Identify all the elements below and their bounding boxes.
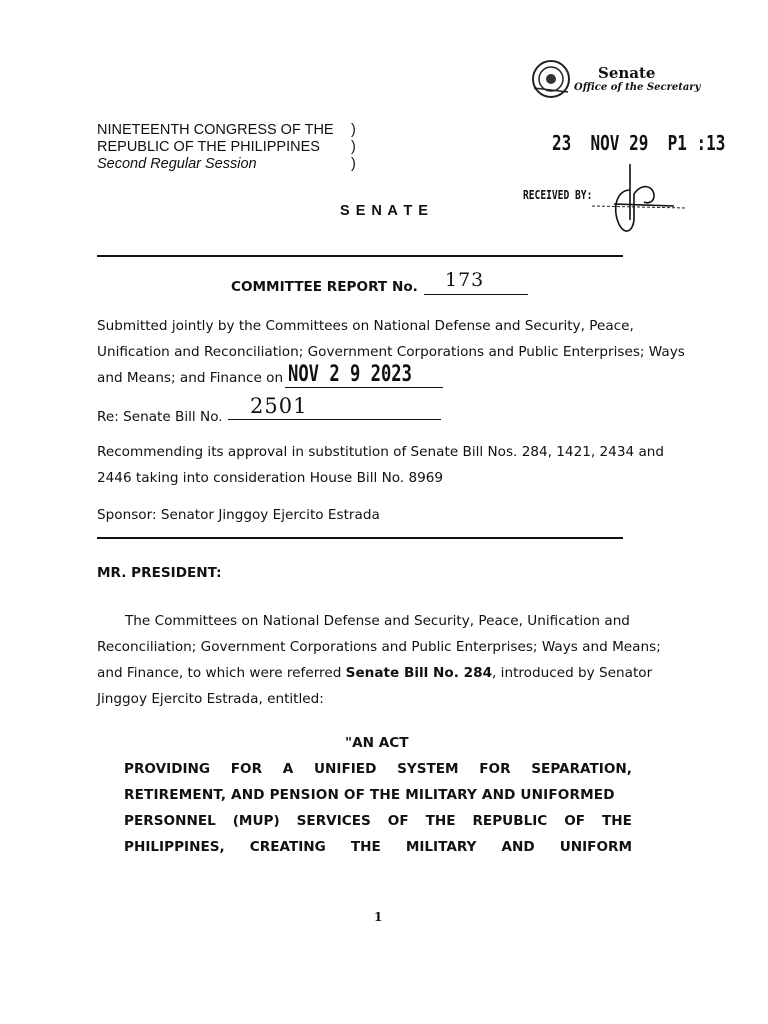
act-word: MILITARY [405,839,477,855]
congress-line-1: NINETEENTH CONGRESS OF THE [97,122,334,138]
act-title-line-3 [124,808,632,834]
act-word: AND [501,839,535,855]
act-word: OF [387,813,409,829]
committee-report-label: COMMITTEE REPORT No. [231,279,418,295]
act-word: OF [564,813,586,829]
para-line-4: Jinggoy Ejercito Estrada, entitled: [97,691,324,707]
divider-top [97,255,623,257]
act-word: PHILIPPINES, [124,839,225,855]
act-word: PERSONNEL [124,813,216,829]
act-word: THE [602,813,632,829]
act-word: UNIFORM [559,839,632,855]
para-line-3 [97,660,652,686]
act-word: (MUP) [232,813,280,829]
report-number: 173 [445,269,485,291]
congress-line-2: REPUBLIC OF THE PHILIPPINES [97,139,320,155]
para-line-2: Reconciliation; Government Corporations and Public Enterprises; Ways and Means; [97,639,661,655]
act-word: FOR [230,761,263,777]
paren-2: ) [351,139,356,155]
paren-3: ) [351,156,356,172]
recommending-line-2: 2446 taking into consideration House Bill No. 8969 [97,470,444,486]
act-title-line-2: RETIREMENT, AND PENSION OF THE MILITARY AND UNIFORMED [124,787,615,803]
chamber-heading: S E N A T E [340,203,429,219]
paren-1: ) [351,122,356,138]
act-title-line-4 [124,834,632,860]
submitted-date: NOV 2 9 2023 [288,362,412,387]
act-word: REPUBLIC [472,813,548,829]
act-word: SEPARATION, [531,761,632,777]
bill-number: 2501 [250,394,308,418]
salutation: MR. PRESIDENT: [97,565,222,581]
submitted-line-2: Unification and Reconciliation; Government Corporations and Public Enterprises; Ways [97,344,685,360]
para-line-3-b: , introduced by Senator [492,665,653,681]
act-word: THE [425,813,456,829]
page-number: 1 [374,910,383,924]
act-title-line-1 [124,756,632,782]
submitted-line-1: Submitted jointly by the Committees on National Defense and Security, Peace, [97,318,634,334]
received-label: RECEIVED BY: [523,188,593,202]
re-label: Re: Senate Bill No. [97,409,223,425]
para-line-1: The Committees on National Defense and Security, Peace, Unification and [125,613,630,629]
act-word: SERVICES [296,813,371,829]
para-line-3-a: and Finance, to which were referred [97,665,346,681]
act-word: PROVIDING [124,761,211,777]
act-word: UNIFIED [313,761,377,777]
para-line-3-bold: Senate Bill No. 284 [345,665,493,681]
act-word: CREATING [249,839,326,855]
session: Second Regular Session [97,156,257,172]
act-word: A [282,761,294,777]
act-word: SYSTEM [397,761,459,777]
stamp-office: Office of the Secretary [574,82,701,93]
act-word: THE [350,839,381,855]
stamp-time: 23 NOV 29 P1 :13 [552,131,726,155]
submitted-line-3: and Means; and Finance on [97,370,284,386]
act-word: FOR [479,761,511,777]
recommending-line-1: Recommending its approval in substitution of Senate Bill Nos. 284, 1421, 2434 and [97,444,665,460]
senate-seal-icon [530,58,572,100]
divider-bottom [97,537,623,539]
act-heading: "AN ACT [345,735,409,751]
sponsor: Sponsor: Senator Jinggoy Ejercito Estrada [97,507,380,523]
signature-icon [590,160,690,235]
stamp-org: Senate [598,64,656,82]
